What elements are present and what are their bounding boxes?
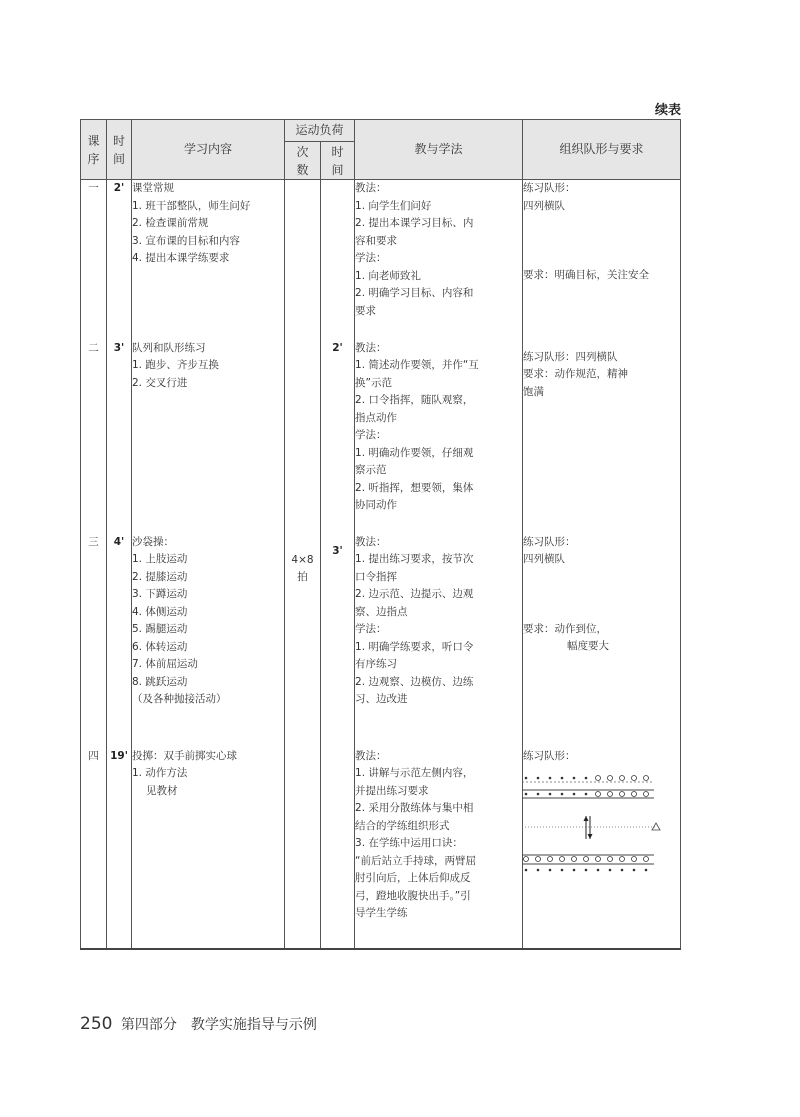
content-line: 投掷：双手前掷实心球 <box>132 749 237 762</box>
method-line: 教法： <box>355 535 387 548</box>
formation-line: 要求：动作到位， <box>523 622 608 635</box>
method-line: 并提出练习要求 <box>355 784 429 797</box>
row-time: 3' <box>107 340 132 534</box>
method-line: 换”示范 <box>355 376 392 389</box>
row-methods <box>355 340 523 534</box>
content-line: 沙袋操： <box>132 535 174 548</box>
method-line: 结合的学练组织形式 <box>355 819 450 832</box>
header-duration-text: 时间 <box>331 144 344 177</box>
method-line: 教法： <box>355 749 387 762</box>
content-line: 4. 提出本课学练要求 <box>132 252 230 265</box>
method-line: 1. 明确学练要求，听口令 <box>355 640 474 653</box>
row-duration: 2' <box>321 340 355 534</box>
content-line: 7. 体前屈运动 <box>132 658 198 671</box>
table-row <box>81 340 681 534</box>
method-line: 3. 在学练中运用口诀： <box>355 837 463 850</box>
formation-line: 练习队形： <box>523 182 576 195</box>
bottom-rows <box>522 855 654 871</box>
row-duration <box>321 534 355 748</box>
method-line: 导学生学练 <box>355 907 408 920</box>
content-line: 1. 上肢运动 <box>132 553 188 566</box>
formation-line: 练习队形： <box>523 749 576 762</box>
header-formation: 组织队形与要求 <box>523 120 681 180</box>
top-row-1 <box>522 776 654 783</box>
content-line: 5. 踢腿运动 <box>132 623 188 636</box>
formation-spacer <box>523 215 680 267</box>
header-load: 运动负荷 <box>285 120 355 142</box>
row-formation <box>523 340 681 534</box>
formation-line: 要求：明确目标，关注安全 <box>523 269 650 282</box>
method-line: 习、边改进 <box>355 693 408 706</box>
header-duration <box>321 142 355 180</box>
row-reps <box>285 340 321 534</box>
method-line: 1. 提出练习要求，按节次 <box>355 553 474 566</box>
header-reps-text: 次数 <box>296 144 309 177</box>
content-line: 1. 跑步、齐步互换 <box>132 359 219 372</box>
header-reps <box>285 142 321 180</box>
row-duration <box>321 748 355 949</box>
header-time-text: 时间 <box>112 133 125 166</box>
header-lesson-seq <box>81 120 107 180</box>
method-line: 协同动作 <box>355 499 398 512</box>
content-line: 4. 体侧运动 <box>132 605 188 618</box>
formation-line: 四列横队 <box>523 199 566 212</box>
continued-label: 续表 <box>655 103 682 118</box>
formation-line: 幅度要大 <box>567 640 610 653</box>
center-line <box>522 816 660 839</box>
top-row-2 <box>522 790 654 798</box>
duration-value: 3' <box>332 544 343 557</box>
row-formation <box>523 180 681 340</box>
method-line: 2. 提出本课学习目标、内 <box>355 217 474 230</box>
method-line: 要求 <box>355 304 377 317</box>
method-line: 1. 明确动作要领，仔细观 <box>355 446 474 459</box>
header-row-1 <box>81 120 681 142</box>
row-reps <box>285 180 321 340</box>
method-line: 1. 向学生们问好 <box>355 199 432 212</box>
method-line: 有序练习 <box>355 658 398 671</box>
method-line: 2. 采用分散练体与集中相 <box>355 802 474 815</box>
row-content <box>132 534 285 748</box>
row-content <box>132 748 285 949</box>
formation-line: 要求：动作规范，精神 <box>523 368 629 381</box>
row-reps <box>285 534 321 748</box>
row-formation <box>523 748 681 949</box>
method-line: 教法： <box>355 182 387 195</box>
content-line: 3. 下蹲运动 <box>132 588 188 601</box>
row-methods <box>355 748 523 949</box>
method-line: 教法： <box>355 341 387 354</box>
page-footer <box>80 1014 317 1034</box>
formation-spacer <box>523 340 680 349</box>
content-line: 2. 检查课前常规 <box>132 217 209 230</box>
row-methods <box>355 534 523 748</box>
content-line: 6. 体转运动 <box>132 640 188 653</box>
method-line: 察、边指点 <box>355 605 408 618</box>
method-line: 口令指挥 <box>355 570 398 583</box>
content-line: 2. 提膝运动 <box>132 570 188 583</box>
header-content: 学习内容 <box>132 120 285 180</box>
content-line: 课堂常规 <box>132 182 174 195</box>
formation-line: 练习队形： <box>523 535 576 548</box>
formation-spacer <box>523 569 680 621</box>
row-number: 一 <box>81 180 107 340</box>
content-line: 队列和队形练习 <box>132 341 206 354</box>
method-line: 2. 明确学习目标、内容和 <box>355 287 474 300</box>
table-row <box>81 748 681 949</box>
method-line: 2. 听指挥，想要领，集体 <box>355 481 474 494</box>
formation-line: 四列横队 <box>523 553 566 566</box>
method-line: 指点动作 <box>355 411 398 424</box>
method-line: 1. 向老师致礼 <box>355 269 421 282</box>
header-methods: 教与学法 <box>355 120 523 180</box>
content-line: 8. 跳跃运动 <box>132 675 188 688</box>
row-time: 2' <box>107 180 132 340</box>
method-line: 2. 边观察、边模仿、边练 <box>355 675 474 688</box>
method-line: 1. 简述动作要领，并作“互 <box>355 359 479 372</box>
method-line: 学法： <box>355 252 387 265</box>
content-line: 1. 动作方法 <box>132 767 188 780</box>
row-content <box>132 180 285 340</box>
table-row <box>81 534 681 748</box>
method-line: 学法： <box>355 429 387 442</box>
method-line: 学法： <box>355 623 387 636</box>
content-line: 3. 宣布课的目标和内容 <box>132 234 240 247</box>
method-line: 2. 口令指挥，随队观察， <box>355 394 474 407</box>
formation-line: 练习队形：四列横队 <box>523 350 618 363</box>
footer-section-title: 第四部分 教学实施指导与示例 <box>120 1017 317 1033</box>
row-time: 19' <box>107 748 132 949</box>
row-reps <box>285 748 321 949</box>
method-line: “前后站立手持球，两臂屈 <box>355 854 476 867</box>
content-line: （及各种抛接活动） <box>132 693 227 706</box>
row-time: 4' <box>107 534 132 748</box>
content-line: 2. 交叉行进 <box>132 376 188 389</box>
row-methods <box>355 180 523 340</box>
method-line: 肘引向后，上体后仰成反 <box>355 872 471 885</box>
lesson-plan-table <box>80 119 681 950</box>
row-number: 二 <box>81 340 107 534</box>
method-line: 容和要求 <box>355 234 398 247</box>
content-line: 1. 班干部整队，师生问好 <box>132 199 251 212</box>
row-formation <box>523 534 681 748</box>
throwing-formation-diagram <box>520 771 672 881</box>
table-row <box>81 180 681 340</box>
row-duration <box>321 180 355 340</box>
header-lesson-seq-text: 课序 <box>87 133 100 166</box>
method-line: 2. 边示范、边提示、边观 <box>355 588 474 601</box>
method-line: 1. 讲解与示范左侧内容， <box>355 767 474 780</box>
page-number: 250 <box>80 1014 113 1034</box>
reps-value: 4×8 拍 <box>291 553 314 583</box>
row-number: 四 <box>81 748 107 949</box>
row-number: 三 <box>81 534 107 748</box>
formation-line: 饱满 <box>523 385 545 398</box>
method-line: 弓，蹬地收腹快出手。”引 <box>355 889 471 902</box>
header-time <box>107 120 132 180</box>
row-content <box>132 340 285 534</box>
content-line: 见教材 <box>146 784 178 797</box>
method-line: 察示范 <box>355 464 387 477</box>
